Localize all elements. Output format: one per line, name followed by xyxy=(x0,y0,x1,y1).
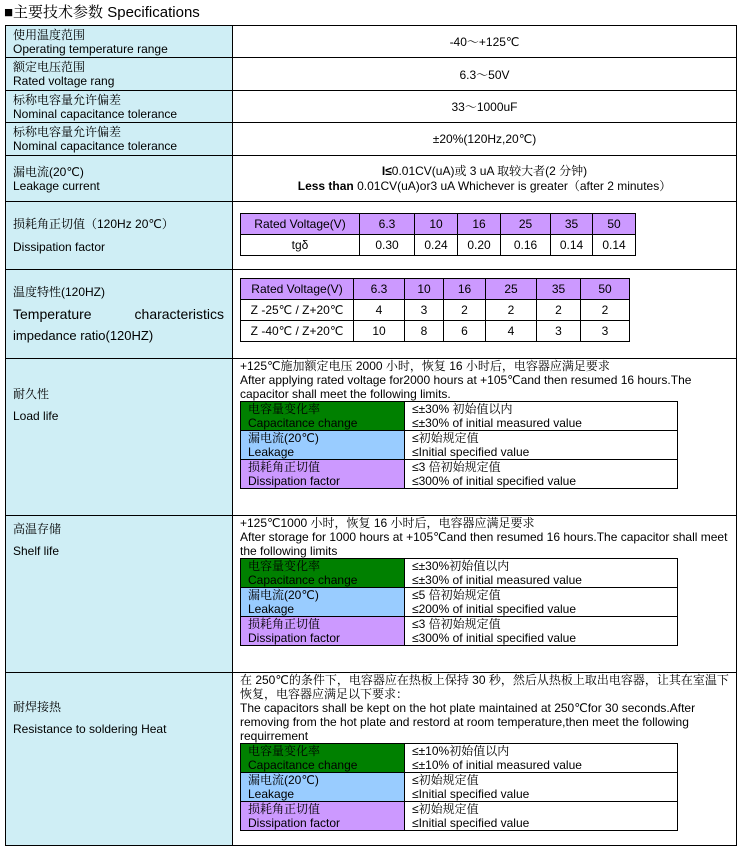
soldering-text-zh: 在 250℃的条件下，电容器应在热板上保持 30 秒，然后从热板上取出电容器，让其在室温下恢复，电容器应满足以下要求： xyxy=(240,673,729,701)
leakage-line-en xyxy=(233,179,736,194)
criteria-row xyxy=(241,431,678,460)
shelf-life-text-zh: +125℃1000 小时，恢复 16 小时后，电容器应满足要求 xyxy=(240,516,535,530)
criteria-value xyxy=(405,559,678,588)
criteria-value-en: ≤300% of initial specified value xyxy=(412,474,577,488)
criteria-value-en: ≤±30% of initial measured value xyxy=(412,573,582,587)
value-temperature xyxy=(233,270,737,359)
label-en: Leakage current xyxy=(13,178,100,193)
criteria-key-zh: 漏电流(20℃) xyxy=(248,431,319,445)
criteria-value xyxy=(405,802,678,831)
leakage-line-zh xyxy=(233,164,736,179)
criteria-value-zh: ≤5 倍初始规定值 xyxy=(412,588,501,602)
temperature-head-cell: 6.3 xyxy=(354,279,405,300)
temperature-row-25 xyxy=(241,300,630,321)
temperature-head-row xyxy=(241,279,630,300)
row-leakage xyxy=(6,156,737,202)
label-en: Dissipation factor xyxy=(13,240,106,254)
label-temp-range xyxy=(6,26,233,58)
criteria-key-zh: 损耗角正切值 xyxy=(248,617,321,631)
criteria-value-zh: ≤±30% 初始值以内 xyxy=(412,402,513,416)
criteria-value xyxy=(405,588,678,617)
criteria-row xyxy=(241,588,678,617)
criteria-value-zh: ≤初始规定值 xyxy=(412,431,479,445)
row-cap-tolerance-2 xyxy=(6,123,737,156)
label-en: Operating temperature range xyxy=(13,41,168,56)
criteria-value-zh: ≤初始规定值 xyxy=(412,802,479,816)
criteria-row xyxy=(241,773,678,802)
criteria-key-en: Dissipation factor xyxy=(248,474,341,488)
label-cap-tolerance-2 xyxy=(6,123,233,156)
dissipation-head-cell: 16 xyxy=(458,214,501,235)
criteria-value-zh: ≤3 倍初始规定值 xyxy=(412,460,501,474)
criteria-value-en: ≤Initial specified value xyxy=(412,445,530,459)
load-life-criteria xyxy=(240,401,678,489)
criteria-value-zh: ≤3 倍初始规定值 xyxy=(412,617,501,631)
label-zh: 温度特性(120HZ) xyxy=(13,285,106,299)
label-en-2: impedance ratio(120HZ) xyxy=(13,328,154,343)
criteria-key xyxy=(241,617,405,646)
dissipation-cell: 0.14 xyxy=(593,235,636,256)
value-soldering xyxy=(233,673,737,846)
temperature-cell: 3 xyxy=(581,321,630,342)
criteria-key-zh: 漏电流(20℃) xyxy=(248,588,319,602)
temperature-head-cell: 16 xyxy=(444,279,486,300)
temperature-head-cell: Rated Voltage(V) xyxy=(241,279,354,300)
soldering-text-en: The capacitors shall be kept on the hot plate maintained at 250℃for 30 seconds.After removing from the hot plate and restord at room temperature,then meet the following requirrement xyxy=(240,701,696,743)
criteria-key-en: Capacitance change xyxy=(248,758,358,772)
criteria-value-en: ≤300% of initial specified value xyxy=(412,631,577,645)
label-temperature xyxy=(6,270,233,359)
temperature-cell: Z -25℃ / Z+20℃ xyxy=(241,300,354,321)
leakage-less-than: Less than xyxy=(297,178,354,193)
spec-table xyxy=(5,25,737,846)
label-voltage-range xyxy=(6,58,233,91)
label-shelf-life xyxy=(6,516,233,673)
label-zh: 耐久性 xyxy=(13,387,50,401)
leakage-text-zh: 0.01CV(uA)或 3 uA 取较大者(2 分钟) xyxy=(391,163,588,178)
value-temp-range: -40～+125℃ xyxy=(233,26,737,58)
row-shelf-life xyxy=(6,516,737,673)
temperature-table xyxy=(240,278,630,342)
label-soldering xyxy=(6,673,233,846)
criteria-value xyxy=(405,773,678,802)
criteria-key-en: Capacitance change xyxy=(248,573,358,587)
temperature-cell: 3 xyxy=(537,321,581,342)
label-en: Temperature characteristics xyxy=(13,306,224,322)
page-title xyxy=(4,4,200,22)
criteria-key-en: Leakage xyxy=(248,787,295,801)
label-load-life xyxy=(6,359,233,516)
criteria-key-zh: 电容量变化率 xyxy=(248,744,321,758)
label-zh: 损耗角正切值（120Hz 20℃） xyxy=(13,217,174,231)
criteria-value-en: ≤Initial specified value xyxy=(412,787,530,801)
temperature-row-40 xyxy=(241,321,630,342)
dissipation-head-cell: 10 xyxy=(415,214,458,235)
shelf-life-text-en: After storage for 1000 hours at +105℃and then resumed 16 hours.The capacitor shall meet the following limits xyxy=(240,530,728,558)
label-en: Shelf life xyxy=(13,544,60,558)
dissipation-head-cell: 50 xyxy=(593,214,636,235)
criteria-key-zh: 电容量变化率 xyxy=(248,559,321,573)
label-en: Nominal capacitance tolerance xyxy=(13,106,178,121)
load-life-text-zh: +125℃施加额定电压 2000 小时，恢复 16 小时后，电容器应满足要求 xyxy=(240,359,610,373)
criteria-key-en: Leakage xyxy=(248,445,295,459)
dissipation-table xyxy=(240,213,636,256)
dissipation-head-cell: 35 xyxy=(551,214,593,235)
dissipation-head-cell: 6.3 xyxy=(360,214,415,235)
row-voltage-range xyxy=(6,58,737,91)
criteria-key-en: Leakage xyxy=(248,602,295,616)
criteria-key xyxy=(241,773,405,802)
temperature-cell: Z -40℃ / Z+20℃ xyxy=(241,321,354,342)
dissipation-cell: 0.14 xyxy=(551,235,593,256)
criteria-value-en: ≤200% of initial specified value xyxy=(412,602,577,616)
dissipation-cell: 0.24 xyxy=(415,235,458,256)
label-leakage xyxy=(6,156,233,202)
criteria-value-zh: ≤±10%初始值以内 xyxy=(412,744,510,758)
value-dissipation xyxy=(233,202,737,270)
criteria-row xyxy=(241,402,678,431)
value-shelf-life xyxy=(233,516,737,673)
criteria-key-en: Dissipation factor xyxy=(248,816,341,830)
label-en: Nominal capacitance tolerance xyxy=(13,139,178,153)
temperature-cell: 2 xyxy=(486,300,537,321)
criteria-value-zh: ≤±30%初始值以内 xyxy=(412,559,510,573)
temperature-head-cell: 50 xyxy=(581,279,630,300)
dissipation-cell: 0.20 xyxy=(458,235,501,256)
temperature-head-cell: 25 xyxy=(486,279,537,300)
dissipation-value-row xyxy=(241,235,636,256)
value-cap-tolerance: ±20%(120Hz,20℃) xyxy=(233,123,737,156)
criteria-key-zh: 损耗角正切值 xyxy=(248,802,321,816)
label-zh: 使用温度范围 xyxy=(13,27,86,42)
criteria-value-en: ≤±30% of initial measured value xyxy=(412,416,582,430)
label-zh: 高温存储 xyxy=(13,522,62,536)
shelf-life-criteria xyxy=(240,558,678,646)
criteria-row xyxy=(241,460,678,489)
label-zh: 耐焊接热 xyxy=(13,700,62,714)
label-en: Rated voltage rang xyxy=(13,74,115,88)
temperature-cell: 2 xyxy=(581,300,630,321)
value-leakage xyxy=(233,156,737,202)
row-load-life xyxy=(6,359,737,516)
criteria-value-en: ≤±10% of initial measured value xyxy=(412,758,582,772)
value-cap-range: 33～1000uF xyxy=(233,91,737,123)
criteria-row xyxy=(241,802,678,831)
criteria-value-zh: ≤初始规定值 xyxy=(412,773,479,787)
dissipation-head-row xyxy=(241,214,636,235)
criteria-key-zh: 漏电流(20℃) xyxy=(248,773,319,787)
criteria-key xyxy=(241,744,405,773)
dissipation-head-cell: Rated Voltage(V) xyxy=(241,214,360,235)
temperature-cell: 4 xyxy=(354,300,405,321)
criteria-key xyxy=(241,559,405,588)
value-voltage-range: 6.3～50V xyxy=(233,58,737,91)
title-en: Specifications xyxy=(107,4,200,21)
criteria-key-en: Capacitance change xyxy=(248,416,358,430)
dissipation-cell: 0.16 xyxy=(501,235,551,256)
temperature-cell: 6 xyxy=(444,321,486,342)
criteria-row xyxy=(241,744,678,773)
label-dissipation xyxy=(6,202,233,270)
label-zh: 额定电压范围 xyxy=(13,60,86,74)
temperature-cell: 2 xyxy=(444,300,486,321)
temperature-cell: 2 xyxy=(537,300,581,321)
row-soldering xyxy=(6,673,737,846)
row-temperature xyxy=(6,270,737,359)
criteria-value xyxy=(405,617,678,646)
label-cap-tolerance xyxy=(6,91,233,123)
temperature-head-cell: 10 xyxy=(405,279,444,300)
label-zh: 漏电流(20℃) xyxy=(13,164,84,179)
value-load-life xyxy=(233,359,737,516)
criteria-key xyxy=(241,588,405,617)
temperature-cell: 4 xyxy=(486,321,537,342)
row-cap-tolerance xyxy=(6,91,737,123)
row-dissipation xyxy=(6,202,737,270)
temperature-cell: 8 xyxy=(405,321,444,342)
leakage-text-en: 0.01CV(uA)or3 uA Whichever is greater（after 2 minutes） xyxy=(353,178,672,193)
label-zh: 标称电容量允许偏差 xyxy=(13,125,122,139)
leakage-symbol: I≤ xyxy=(381,163,392,178)
criteria-key-en: Dissipation factor xyxy=(248,631,341,645)
criteria-row xyxy=(241,559,678,588)
criteria-value xyxy=(405,744,678,773)
load-life-text-en: After applying rated voltage for2000 hours at +105℃and then resumed 16 hours.The capacitor shall meet the following limits. xyxy=(240,373,692,401)
criteria-value xyxy=(405,431,678,460)
criteria-row xyxy=(241,617,678,646)
temperature-cell: 10 xyxy=(354,321,405,342)
soldering-criteria xyxy=(240,743,678,831)
temperature-cell: 3 xyxy=(405,300,444,321)
criteria-value xyxy=(405,460,678,489)
criteria-key xyxy=(241,431,405,460)
label-en: Load life xyxy=(13,409,59,423)
criteria-key xyxy=(241,402,405,431)
temperature-head-cell: 35 xyxy=(537,279,581,300)
title-prefix: ■主要技术参数 xyxy=(4,4,104,21)
dissipation-head-cell: 25 xyxy=(501,214,551,235)
criteria-key-zh: 损耗角正切值 xyxy=(248,460,321,474)
criteria-value-en: ≤Initial specified value xyxy=(412,816,530,830)
row-temp-range xyxy=(6,26,737,58)
criteria-key-zh: 电容量变化率 xyxy=(248,402,321,416)
label-en: Resistance to soldering Heat xyxy=(13,722,167,736)
criteria-value xyxy=(405,402,678,431)
dissipation-cell: tgδ xyxy=(241,235,360,256)
criteria-key xyxy=(241,460,405,489)
label-zh: 标称电容量允许偏差 xyxy=(13,92,122,107)
criteria-key xyxy=(241,802,405,831)
dissipation-cell: 0.30 xyxy=(360,235,415,256)
